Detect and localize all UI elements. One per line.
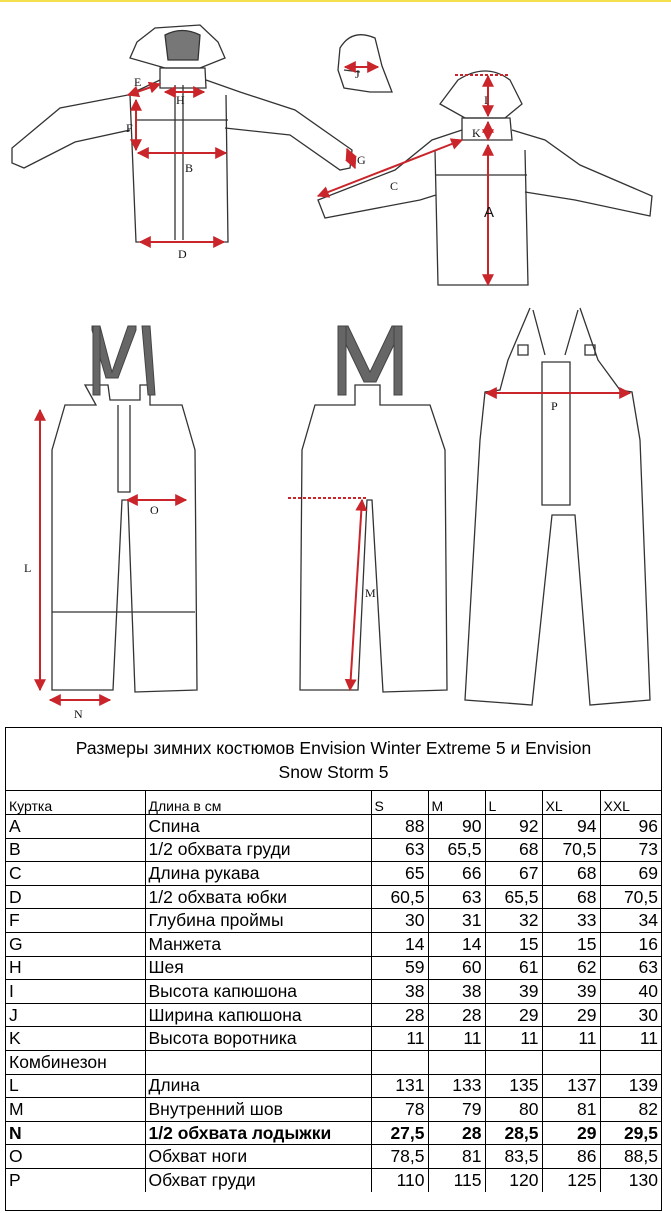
row-value: 70,5	[542, 838, 600, 862]
row-name: 1/2 обхвата юбки	[145, 885, 371, 909]
row-code: C	[6, 862, 145, 886]
row-value: 11	[428, 1027, 485, 1051]
row-value: 96	[600, 815, 661, 839]
row-value: 67	[485, 862, 542, 886]
row-value: 29	[542, 1121, 600, 1145]
row-value: 63	[600, 956, 661, 980]
label-k: K	[472, 126, 481, 140]
row-value: 68	[485, 838, 542, 862]
row-code: D	[6, 885, 145, 909]
row-code: A	[6, 815, 145, 839]
row-value: 69	[600, 862, 661, 886]
table-row	[6, 1121, 661, 1145]
table-row	[6, 815, 661, 839]
row-value: 60,5	[371, 885, 428, 909]
row-value: 131	[371, 1074, 428, 1098]
label-m: M	[365, 586, 376, 600]
row-value: 60	[428, 956, 485, 980]
label-b: B	[185, 161, 194, 175]
table-title-line1: Размеры зимних костюмов Envision Winter Extreme 5 и Envision	[75, 738, 592, 758]
table-row	[6, 1145, 661, 1169]
label-f: F	[126, 121, 133, 135]
row-code: H	[6, 956, 145, 980]
row-name: Внутренний шов	[145, 1098, 371, 1122]
row-value: 30	[371, 909, 428, 933]
row-code: M	[6, 1098, 145, 1122]
row-value: 65	[371, 862, 428, 886]
table-row	[6, 1169, 661, 1193]
row-value: 78	[371, 1098, 428, 1122]
row-value: 38	[371, 980, 428, 1004]
table-title-line2: Snow Storm 5	[278, 762, 389, 782]
row-value: 63	[371, 838, 428, 862]
row-name: 1/2 обхвата груди	[145, 838, 371, 862]
row-name: Высота воротника	[145, 1027, 371, 1051]
header-size: XXL	[600, 791, 661, 815]
row-value: 94	[542, 815, 600, 839]
empty-cell	[542, 1051, 600, 1075]
row-value: 68	[542, 862, 600, 886]
section-title: Комбинезон	[6, 1051, 145, 1075]
jacket-front-drawing	[12, 25, 352, 242]
table-row	[6, 1027, 661, 1051]
table-row	[6, 1098, 661, 1122]
row-value: 120	[485, 1169, 542, 1193]
header-section: Куртка	[6, 791, 145, 815]
table-row	[6, 1074, 661, 1098]
row-code: O	[6, 1145, 145, 1169]
row-value: 11	[600, 1027, 661, 1051]
row-value: 11	[371, 1027, 428, 1051]
header-size: L	[485, 791, 542, 815]
label-e: E	[134, 75, 142, 89]
row-name: Спина	[145, 815, 371, 839]
table-row	[6, 885, 661, 909]
label-j: J	[355, 67, 360, 81]
diagram-labels	[24, 67, 558, 721]
row-value: 15	[485, 933, 542, 957]
row-name: Высота капюшона	[145, 980, 371, 1004]
table-row	[6, 862, 661, 886]
section-row	[6, 1051, 661, 1075]
row-value: 62	[542, 956, 600, 980]
row-name: Шея	[145, 956, 371, 980]
header-size: M	[428, 791, 485, 815]
row-value: 29	[542, 1003, 600, 1027]
header-size: XL	[542, 791, 600, 815]
label-i: I	[484, 93, 488, 107]
row-value: 80	[485, 1098, 542, 1122]
row-value: 79	[428, 1098, 485, 1122]
row-value: 29,5	[600, 1121, 661, 1145]
header-size: S	[371, 791, 428, 815]
row-value: 14	[371, 933, 428, 957]
row-value: 39	[485, 980, 542, 1004]
size-table	[5, 727, 662, 1211]
pants-front-drawing	[52, 385, 197, 692]
row-name: Глубина проймы	[145, 909, 371, 933]
size-grid	[6, 791, 661, 1192]
table-row	[6, 909, 661, 933]
empty-cell	[600, 1051, 661, 1075]
label-o: O	[150, 503, 159, 517]
row-code: L	[6, 1074, 145, 1098]
row-code: G	[6, 933, 145, 957]
label-n: N	[74, 707, 83, 721]
row-value: 82	[600, 1098, 661, 1122]
table-title	[6, 728, 661, 791]
row-value: 11	[485, 1027, 542, 1051]
pants-side-drawing	[465, 308, 650, 705]
empty-cell	[428, 1051, 485, 1075]
empty-cell	[145, 1051, 371, 1075]
row-value: 11	[542, 1027, 600, 1051]
row-value: 137	[542, 1074, 600, 1098]
row-value: 88,5	[600, 1145, 661, 1169]
row-value: 65,5	[485, 885, 542, 909]
row-value: 15	[542, 933, 600, 957]
row-value: 81	[542, 1098, 600, 1122]
row-value: 125	[542, 1169, 600, 1193]
row-value: 27,5	[371, 1121, 428, 1145]
table-row	[6, 956, 661, 980]
pants-back-drawing	[300, 385, 447, 692]
row-value: 33	[542, 909, 600, 933]
row-value: 29	[485, 1003, 542, 1027]
row-value: 31	[428, 909, 485, 933]
row-value: 28,5	[485, 1121, 542, 1145]
row-value: 78,5	[371, 1145, 428, 1169]
label-h: H	[176, 93, 185, 107]
hood-drawing	[338, 35, 392, 92]
row-value: 63	[428, 885, 485, 909]
label-c: C	[390, 179, 399, 193]
row-name: Длина	[145, 1074, 371, 1098]
row-value: 90	[428, 815, 485, 839]
table-row	[6, 980, 661, 1004]
row-value: 16	[600, 933, 661, 957]
row-value: 28	[371, 1003, 428, 1027]
label-l: L	[24, 561, 32, 575]
row-value: 28	[428, 1121, 485, 1145]
label-a: A	[484, 204, 495, 221]
jacket-back-measure-lines	[318, 75, 510, 285]
row-name: 1/2 обхвата лодыжки	[145, 1121, 371, 1145]
row-value: 86	[542, 1145, 600, 1169]
table-row	[6, 933, 661, 957]
row-value: 14	[428, 933, 485, 957]
label-p: P	[551, 399, 558, 413]
row-name: Манжета	[145, 933, 371, 957]
row-name: Ширина капюшона	[145, 1003, 371, 1027]
row-name: Обхват груди	[145, 1169, 371, 1193]
row-value: 61	[485, 956, 542, 980]
row-value: 39	[542, 980, 600, 1004]
row-value: 115	[428, 1169, 485, 1193]
row-value: 81	[428, 1145, 485, 1169]
row-name: Обхват ноги	[145, 1145, 371, 1169]
jacket-measure-lines	[128, 84, 355, 242]
row-value: 59	[371, 956, 428, 980]
label-g: G	[357, 153, 366, 167]
empty-cell	[485, 1051, 542, 1075]
row-name: Длина рукава	[145, 862, 371, 886]
table-row	[6, 838, 661, 862]
row-code: B	[6, 838, 145, 862]
row-code: N	[6, 1121, 145, 1145]
row-value: 73	[600, 838, 661, 862]
row-value: 40	[600, 980, 661, 1004]
row-value: 66	[428, 862, 485, 886]
row-value: 139	[600, 1074, 661, 1098]
row-value: 110	[371, 1169, 428, 1193]
row-value: 133	[428, 1074, 485, 1098]
row-value: 92	[485, 815, 542, 839]
row-value: 88	[371, 815, 428, 839]
row-value: 68	[542, 885, 600, 909]
table-row	[6, 1003, 661, 1027]
row-value: 30	[600, 1003, 661, 1027]
row-value: 135	[485, 1074, 542, 1098]
row-value: 83,5	[485, 1145, 542, 1169]
row-value: 70,5	[600, 885, 661, 909]
pants-front-measure-lines	[40, 410, 186, 700]
row-code: J	[6, 1003, 145, 1027]
row-code: F	[6, 909, 145, 933]
empty-cell	[371, 1051, 428, 1075]
table-header-row	[6, 791, 661, 815]
header-measure: Длина в см	[145, 791, 371, 815]
row-code: P	[6, 1169, 145, 1193]
row-value: 32	[485, 909, 542, 933]
row-code: I	[6, 980, 145, 1004]
row-value: 34	[600, 909, 661, 933]
row-value: 28	[428, 1003, 485, 1027]
row-value: 65,5	[428, 838, 485, 862]
row-value: 130	[600, 1169, 661, 1193]
label-d: D	[178, 247, 187, 261]
row-code: K	[6, 1027, 145, 1051]
row-value: 38	[428, 980, 485, 1004]
